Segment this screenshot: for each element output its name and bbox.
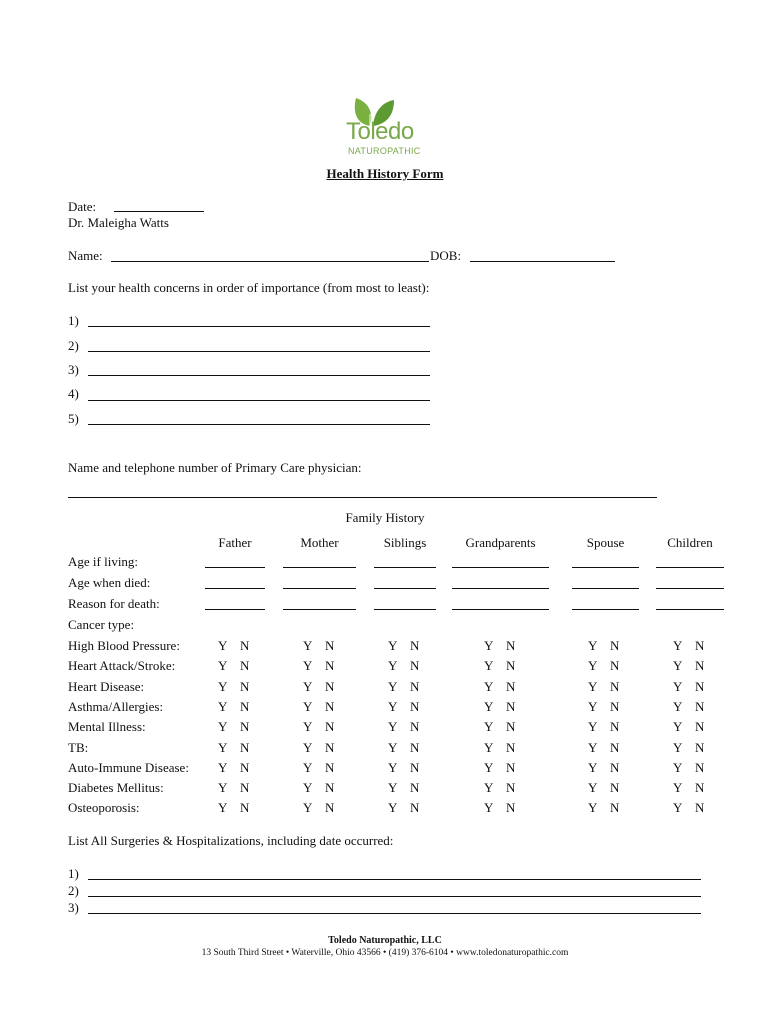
yes-option[interactable]: Y: [588, 780, 598, 796]
column-grandparents: Grandparents: [465, 535, 536, 550]
yes-option[interactable]: Y: [588, 678, 598, 694]
yes-option[interactable]: Y: [673, 698, 683, 714]
column-mother: Mother: [300, 535, 339, 550]
cancer-label: Cancer type:: [68, 617, 135, 632]
yes-option[interactable]: Y: [388, 678, 398, 694]
yes-option[interactable]: Y: [484, 739, 494, 755]
surgery-number: 1): [68, 866, 79, 881]
no-option[interactable]: N: [325, 759, 335, 775]
family-condition-label: Mental Illness:: [68, 719, 146, 735]
yes-option[interactable]: Y: [303, 638, 313, 653]
no-option[interactable]: N: [695, 739, 705, 755]
concern-field[interactable]: [88, 326, 430, 327]
family-blank-field[interactable]: [656, 588, 724, 589]
yes-option[interactable]: Y: [673, 638, 683, 653]
family-row-label: Age if living:: [68, 554, 139, 569]
family-blank-field[interactable]: [572, 609, 639, 610]
pcp-label: Name and telephone number of Primary Care physician:: [68, 460, 362, 475]
family-blank-field[interactable]: [452, 567, 549, 568]
no-option[interactable]: N: [610, 739, 620, 755]
yes-option[interactable]: Y: [484, 800, 494, 816]
concern-field[interactable]: [88, 424, 430, 425]
yes-option[interactable]: Y: [218, 800, 228, 816]
no-option[interactable]: N: [410, 658, 420, 674]
surgery-number: 2): [68, 883, 79, 898]
no-option[interactable]: N: [610, 759, 620, 775]
yes-option[interactable]: Y: [388, 719, 398, 735]
column-spouse: Spouse: [586, 535, 625, 550]
concern-number: 3): [68, 362, 79, 377]
no-option[interactable]: N: [325, 719, 335, 735]
concern-number: 1): [68, 313, 79, 328]
surgery-field[interactable]: [88, 896, 701, 897]
logo-line1: Toledo: [346, 118, 414, 145]
no-option[interactable]: N: [610, 800, 620, 816]
yes-option[interactable]: Y: [388, 658, 398, 674]
column-father: Father: [218, 535, 252, 550]
yes-option[interactable]: Y: [303, 658, 313, 674]
concern-number: 4): [68, 386, 79, 401]
family-row-label: Age when died:: [68, 575, 151, 590]
no-option[interactable]: N: [410, 638, 420, 653]
footer-company: Toledo Naturopathic, LLC: [328, 935, 442, 946]
yes-option[interactable]: Y: [303, 739, 313, 755]
family-blank-field[interactable]: [374, 609, 436, 610]
no-option[interactable]: N: [410, 719, 420, 735]
no-option[interactable]: N: [410, 780, 420, 796]
family-blank-field[interactable]: [656, 609, 724, 610]
no-option[interactable]: N: [695, 658, 705, 674]
family-history-title: Family History: [345, 510, 425, 525]
yes-option[interactable]: Y: [673, 658, 683, 674]
yes-option[interactable]: Y: [218, 698, 228, 714]
date-label: Date:: [68, 199, 97, 214]
yes-option[interactable]: Y: [588, 698, 598, 714]
family-condition-label: Heart Disease:: [68, 678, 145, 694]
concern-number: 2): [68, 338, 79, 353]
no-option[interactable]: N: [610, 698, 620, 714]
concern-field[interactable]: [88, 375, 430, 376]
yes-option[interactable]: Y: [218, 780, 228, 796]
yes-option[interactable]: Y: [484, 759, 494, 775]
yes-option[interactable]: Y: [484, 719, 494, 735]
no-option[interactable]: N: [506, 638, 516, 653]
no-option[interactable]: N: [240, 739, 250, 755]
yes-option[interactable]: Y: [588, 759, 598, 775]
family-blank-field[interactable]: [205, 588, 265, 589]
no-option[interactable]: N: [506, 739, 516, 755]
no-option[interactable]: N: [410, 678, 420, 694]
yes-option[interactable]: Y: [673, 800, 683, 816]
form-title: Health History Form: [326, 166, 444, 181]
yes-option[interactable]: Y: [218, 658, 228, 674]
no-option[interactable]: N: [325, 698, 335, 714]
no-option[interactable]: N: [410, 698, 420, 714]
logo-line2: NATUROPATHIC: [348, 146, 421, 156]
family-blank-field[interactable]: [283, 609, 356, 610]
no-option[interactable]: N: [695, 698, 705, 714]
pcp-field[interactable]: [68, 497, 657, 498]
no-option[interactable]: N: [506, 698, 516, 714]
no-option[interactable]: N: [240, 698, 250, 714]
yes-option[interactable]: Y: [218, 638, 228, 653]
no-option[interactable]: N: [240, 780, 250, 796]
yes-option[interactable]: Y: [588, 739, 598, 755]
name-field[interactable]: [111, 261, 429, 262]
no-option[interactable]: N: [506, 800, 516, 816]
no-option[interactable]: N: [240, 638, 250, 653]
yes-option[interactable]: Y: [303, 800, 313, 816]
family-blank-field[interactable]: [656, 567, 724, 568]
yes-option[interactable]: Y: [303, 678, 313, 694]
family-blank-field[interactable]: [452, 609, 549, 610]
surgeries-prompt: List All Surgeries & Hospitalizations, including date occurred:: [68, 833, 394, 848]
no-option[interactable]: N: [240, 678, 250, 694]
yes-option[interactable]: Y: [673, 780, 683, 796]
yes-option[interactable]: Y: [303, 759, 313, 775]
no-option[interactable]: N: [325, 678, 335, 694]
yes-option[interactable]: Y: [673, 739, 683, 755]
family-blank-field[interactable]: [452, 588, 549, 589]
no-option[interactable]: N: [506, 658, 516, 674]
dob-label: DOB:: [430, 248, 462, 263]
yes-option[interactable]: Y: [673, 719, 683, 735]
family-blank-field[interactable]: [572, 567, 639, 568]
concerns-prompt: List your health concerns in order of importance (from most to least):: [68, 280, 430, 295]
no-option[interactable]: N: [325, 638, 335, 653]
no-option[interactable]: N: [410, 739, 420, 755]
no-option[interactable]: N: [610, 780, 620, 796]
family-condition-label: Asthma/Allergies:: [68, 698, 164, 714]
name-label: Name:: [68, 248, 103, 263]
yes-option[interactable]: Y: [388, 698, 398, 714]
yes-option[interactable]: Y: [673, 678, 683, 694]
yes-option[interactable]: Y: [388, 638, 398, 653]
no-option[interactable]: N: [325, 739, 335, 755]
no-option[interactable]: N: [695, 800, 705, 816]
yes-option[interactable]: Y: [484, 638, 494, 653]
no-option[interactable]: N: [610, 719, 620, 735]
yes-option[interactable]: Y: [588, 719, 598, 735]
footer-address: 13 South Third Street • Waterville, Ohio 43566 • (419) 376-6104 • www.toledonaturopathic.com: [201, 948, 569, 958]
yes-option[interactable]: Y: [218, 739, 228, 755]
no-option[interactable]: N: [695, 638, 705, 653]
family-blank-field[interactable]: [374, 588, 436, 589]
family-blank-field[interactable]: [374, 567, 436, 568]
no-option[interactable]: N: [240, 800, 250, 816]
family-condition-label: Diabetes Mellitus:: [68, 780, 164, 796]
no-option[interactable]: N: [610, 638, 620, 653]
concern-number: 5): [68, 411, 79, 426]
yes-option[interactable]: Y: [303, 780, 313, 796]
surgery-field[interactable]: [88, 913, 701, 914]
yes-option[interactable]: Y: [588, 658, 598, 674]
family-condition-label: Heart Attack/Stroke:: [68, 658, 176, 674]
family-row-label: Reason for death:: [68, 596, 160, 611]
yes-option[interactable]: Y: [673, 759, 683, 775]
concern-field[interactable]: [88, 400, 430, 401]
no-option[interactable]: N: [506, 719, 516, 735]
yes-option[interactable]: Y: [484, 678, 494, 694]
no-option[interactable]: N: [610, 658, 620, 674]
no-option[interactable]: N: [695, 678, 705, 694]
surgery-field[interactable]: [88, 879, 701, 880]
family-blank-field[interactable]: [205, 567, 265, 568]
no-option[interactable]: N: [240, 658, 250, 674]
no-option[interactable]: N: [240, 759, 250, 775]
dob-field[interactable]: [470, 261, 615, 262]
no-option[interactable]: N: [695, 719, 705, 735]
no-option[interactable]: N: [695, 780, 705, 796]
family-condition-label: High Blood Pressure:: [68, 638, 180, 653]
yes-option[interactable]: Y: [218, 678, 228, 694]
yes-option[interactable]: Y: [218, 719, 228, 735]
yes-option[interactable]: Y: [303, 698, 313, 714]
date-field[interactable]: [114, 211, 204, 212]
yes-option[interactable]: Y: [484, 658, 494, 674]
yes-option[interactable]: Y: [588, 638, 598, 653]
yes-option[interactable]: Y: [388, 759, 398, 775]
family-blank-field[interactable]: [283, 567, 356, 568]
family-blank-field[interactable]: [205, 609, 265, 610]
no-option[interactable]: N: [610, 678, 620, 694]
family-condition-label: Osteoporosis:: [68, 800, 140, 816]
no-option[interactable]: N: [325, 780, 335, 796]
yes-option[interactable]: Y: [588, 800, 598, 816]
yes-option[interactable]: Y: [388, 780, 398, 796]
no-option[interactable]: N: [506, 759, 516, 775]
family-blank-field[interactable]: [572, 588, 639, 589]
yes-option[interactable]: Y: [388, 800, 398, 816]
family-blank-field[interactable]: [283, 588, 356, 589]
no-option[interactable]: N: [695, 759, 705, 775]
yes-option[interactable]: Y: [484, 780, 494, 796]
no-option[interactable]: N: [410, 759, 420, 775]
yes-option[interactable]: Y: [218, 759, 228, 775]
column-children: Children: [667, 535, 713, 550]
no-option[interactable]: N: [325, 800, 335, 816]
concern-field[interactable]: [88, 351, 430, 352]
yes-option[interactable]: Y: [303, 719, 313, 735]
no-option[interactable]: N: [506, 678, 516, 694]
column-siblings: Siblings: [383, 535, 427, 550]
no-option[interactable]: N: [240, 719, 250, 735]
surgery-number: 3): [68, 900, 79, 915]
yes-option[interactable]: Y: [388, 739, 398, 755]
family-condition-label: Auto-Immune Disease:: [68, 759, 189, 775]
no-option[interactable]: N: [325, 658, 335, 674]
no-option[interactable]: N: [410, 800, 420, 816]
logo: [342, 94, 432, 160]
family-condition-label: TB:: [68, 739, 89, 755]
yes-option[interactable]: Y: [484, 698, 494, 714]
doctor-name: Dr. Maleigha Watts: [68, 215, 169, 230]
no-option[interactable]: N: [506, 780, 516, 796]
